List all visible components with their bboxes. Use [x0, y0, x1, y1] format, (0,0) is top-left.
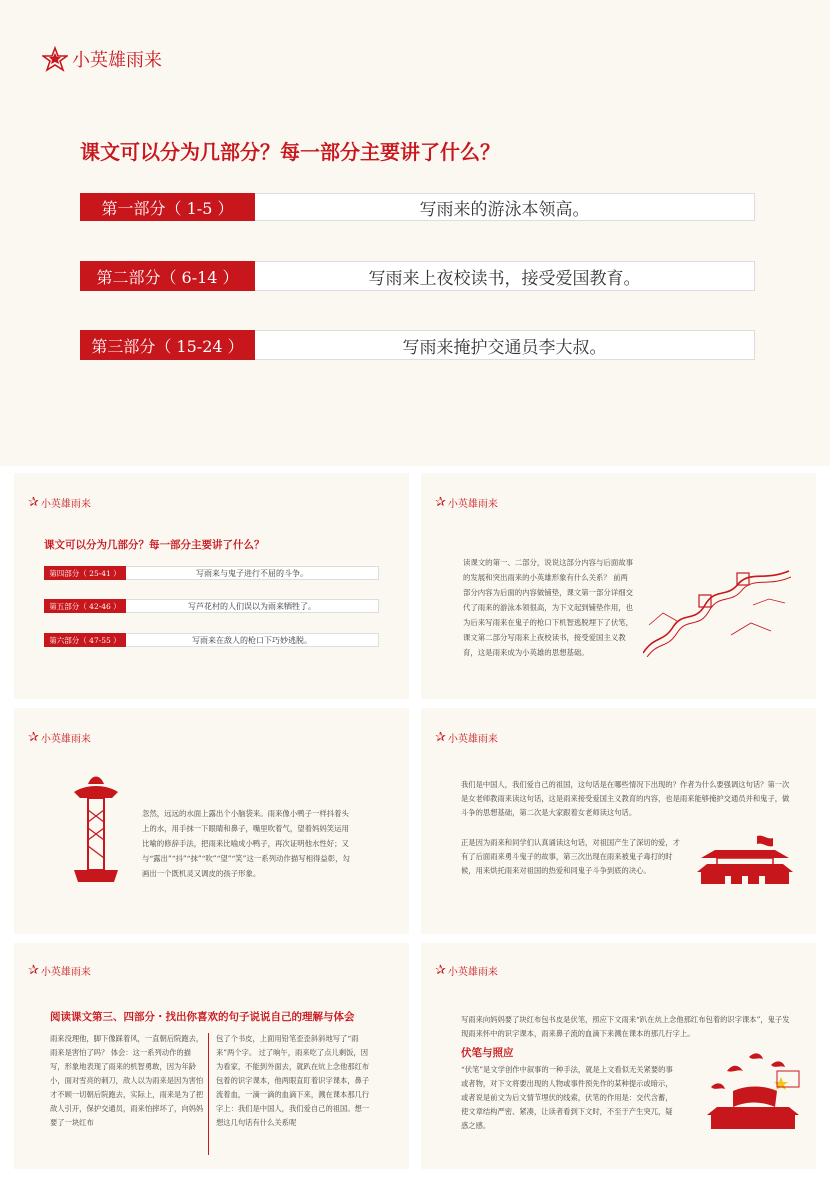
- brand: [435, 495, 498, 510]
- tiananmen-illustration: [695, 834, 795, 890]
- doves-flag-illustration: [703, 1047, 803, 1133]
- brand: [28, 495, 91, 510]
- slide-3: [421, 473, 816, 699]
- slide-5: [421, 708, 816, 934]
- part-label: 第一部分（ 1-5 ）: [80, 193, 255, 221]
- star-icon: ✰: [28, 730, 39, 745]
- part-text: 写雨来与鬼子进行不屈的斗争。: [126, 566, 379, 580]
- definition-text: “伏笔”是文学创作中叙事的一种手法，就是上文看似无关紧要的事或者物，对下文将要出现的人物或事件预先作的某种提示或暗示，或者说是前文为后文情节埋伏的线索，伏笔的作用是：交代含蓄，使文章结构严密、紧凑，让读者看到下文时，不至于产生突兀，疑惑之感。: [461, 1065, 673, 1130]
- brand-title: 小英雄雨来: [40, 967, 91, 978]
- star-icon: [42, 46, 68, 72]
- part-label: 第三部分（ 15-24 ）: [80, 330, 255, 360]
- slide-6: [14, 943, 409, 1169]
- star-icon: ✰: [435, 963, 446, 978]
- brand: [28, 963, 91, 978]
- brand-title: 小英雄雨来: [447, 967, 498, 978]
- part-text: 写雨来在敌人的枪口下巧妙逃脱。: [126, 633, 379, 647]
- part-label: 第六部分（ 47-55 ）: [44, 633, 126, 647]
- part-row: [44, 566, 379, 580]
- star-icon: ✰: [28, 495, 39, 510]
- foreshadow-note: 写雨来向妈妈要了块红布包书皮是伏笔，照应下文雨来“趴在炕上念他那红布包着的识字课本”，鬼子发现雨来怀中的识字课本，雨来鼻子流的血滴下来溅在课本的那几行字上。: [461, 1015, 790, 1038]
- brand: [435, 963, 498, 978]
- reading-col-1: 雨来没理他，脚下像踩着风，一直朝后院跑去，雨来是害怕了吗？ 体会：这一系列动作的描写，形象地表现了雨来的机智勇敢，因为年龄小，面对雪亮的刺刀，敌人以为雨来是因为害怕才不顾一切朝后院跑去，实际上，雨来是为了把敌人引开，保护交通员，雨来怕摔坏了，向妈妈要了一块红布: [50, 1034, 204, 1127]
- part-row: [44, 599, 379, 613]
- part-row: [80, 330, 755, 360]
- brand: [28, 730, 91, 745]
- slide-6-title: 阅读课文第三、四部分・找出你喜欢的句子说说自己的理解与体会: [50, 1011, 355, 1023]
- answer-text: 正是因为雨来和同学们认真诵读这句话，对祖国产生了深切的爱，才有了后面雨来勇斗鬼子的故事，第三次出现在雨来被鬼子毒打的时候，用来烘托雨来对祖国的热爱和同鬼子斗争到底的决心。: [461, 838, 680, 875]
- part-label: 第四部分（ 25-41 ）: [44, 566, 126, 580]
- part-text: 写雨来掩护交通员李大叔。: [255, 330, 755, 360]
- star-icon: ✰: [28, 963, 39, 978]
- analysis-text: 读课文的第一、二部分，说说这部分内容与后面故事的发展和突出雨来的小英雄形象有什么关系？ 前两部分内容为后面的内容做铺垫，课文第一部分详细交代了雨来的游泳本领很高，为下文起到铺垫作用，也为后来写雨来在鬼子的枪口下机智逃脱埋下了伏笔，课文第二部分写雨来上夜校读书，接受爱国主义教育，这是雨来成为小英雄的思想基础。: [463, 558, 633, 657]
- star-icon: ✰: [435, 495, 446, 510]
- reading-col-2: 包了个书皮，上面用铅笔歪歪斜斜地写了“雨来”两个字。 过了晌午，雨来吃了点儿剩饭，因为看家，不能到外面去，就趴在炕上念他那红布包着的识字课本，他两眼直盯着识字课本，鼻子流着血，一滴一滴的血滴下来，溅在课本那几行字上：我们是中国人，我们爱自己的祖国。想一想这几句话有什么关系呢: [216, 1034, 370, 1127]
- slide-2: [14, 473, 409, 699]
- part-row: [80, 193, 755, 221]
- part-label: 第二部分（ 6-14 ）: [80, 261, 255, 291]
- part-row: [44, 633, 379, 647]
- slide-1-title: 课文可以分为几部分？每一部分主要讲了什么？: [80, 140, 500, 164]
- brand: [435, 730, 498, 745]
- part-label: 第五部分（ 42-46 ）: [44, 599, 126, 613]
- analysis-text: 忽然，远远的水面上露出个小脑袋来。雨来像小鸭子一样抖着头上的水，用手抹一下眼睛和鼻子，嘴里吹着气，望着妈妈笑运用比喻的修辞手法，把雨来比喻成小鸭子，再次证明他水性好；又与“露出”“抖”“抹”“吹”“望”“笑”这一系列动作描写相得益彰，勾画出一个既机灵又调皮的孩子形象。: [142, 809, 350, 878]
- huabiao-pillar-illustration: [68, 770, 124, 886]
- brand-title: 小英雄雨来: [447, 499, 498, 510]
- brand-title: 小英雄雨来: [72, 50, 162, 71]
- part-text: 写雨来上夜校读书，接受爱国教育。: [255, 261, 755, 291]
- brand: [42, 46, 162, 72]
- brand-title: 小英雄雨来: [40, 734, 91, 745]
- slide-4: [14, 708, 409, 934]
- part-text: 写芦花村的人们误以为雨来牺牲了。: [126, 599, 379, 613]
- slide-1: [0, 0, 830, 466]
- star-icon: ✰: [435, 730, 446, 745]
- great-wall-illustration: [643, 565, 791, 657]
- brand-title: 小英雄雨来: [40, 499, 91, 510]
- part-row: [80, 261, 755, 291]
- column-divider: [208, 1033, 209, 1155]
- section-subtitle: 伏笔与照应: [461, 1047, 514, 1059]
- slide-2-title: 课文可以分为几部分？每一部分主要讲了什么？: [44, 539, 265, 551]
- question-text: 我们是中国人，我们爱自己的祖国，这句话是在哪些情况下出现的？作者为什么要强调这句话？第一次是女老师教雨来读这句话，这是雨来接受爱国主义教育的内容，也是雨来能够掩护交通员并和鬼子，做斗争的思想基础，第二次是大家跟着女老师读这句话。: [461, 780, 790, 817]
- brand-title: 小英雄雨来: [447, 734, 498, 745]
- part-text: 写雨来的游泳本领高。: [255, 193, 755, 221]
- slide-7: [421, 943, 816, 1169]
